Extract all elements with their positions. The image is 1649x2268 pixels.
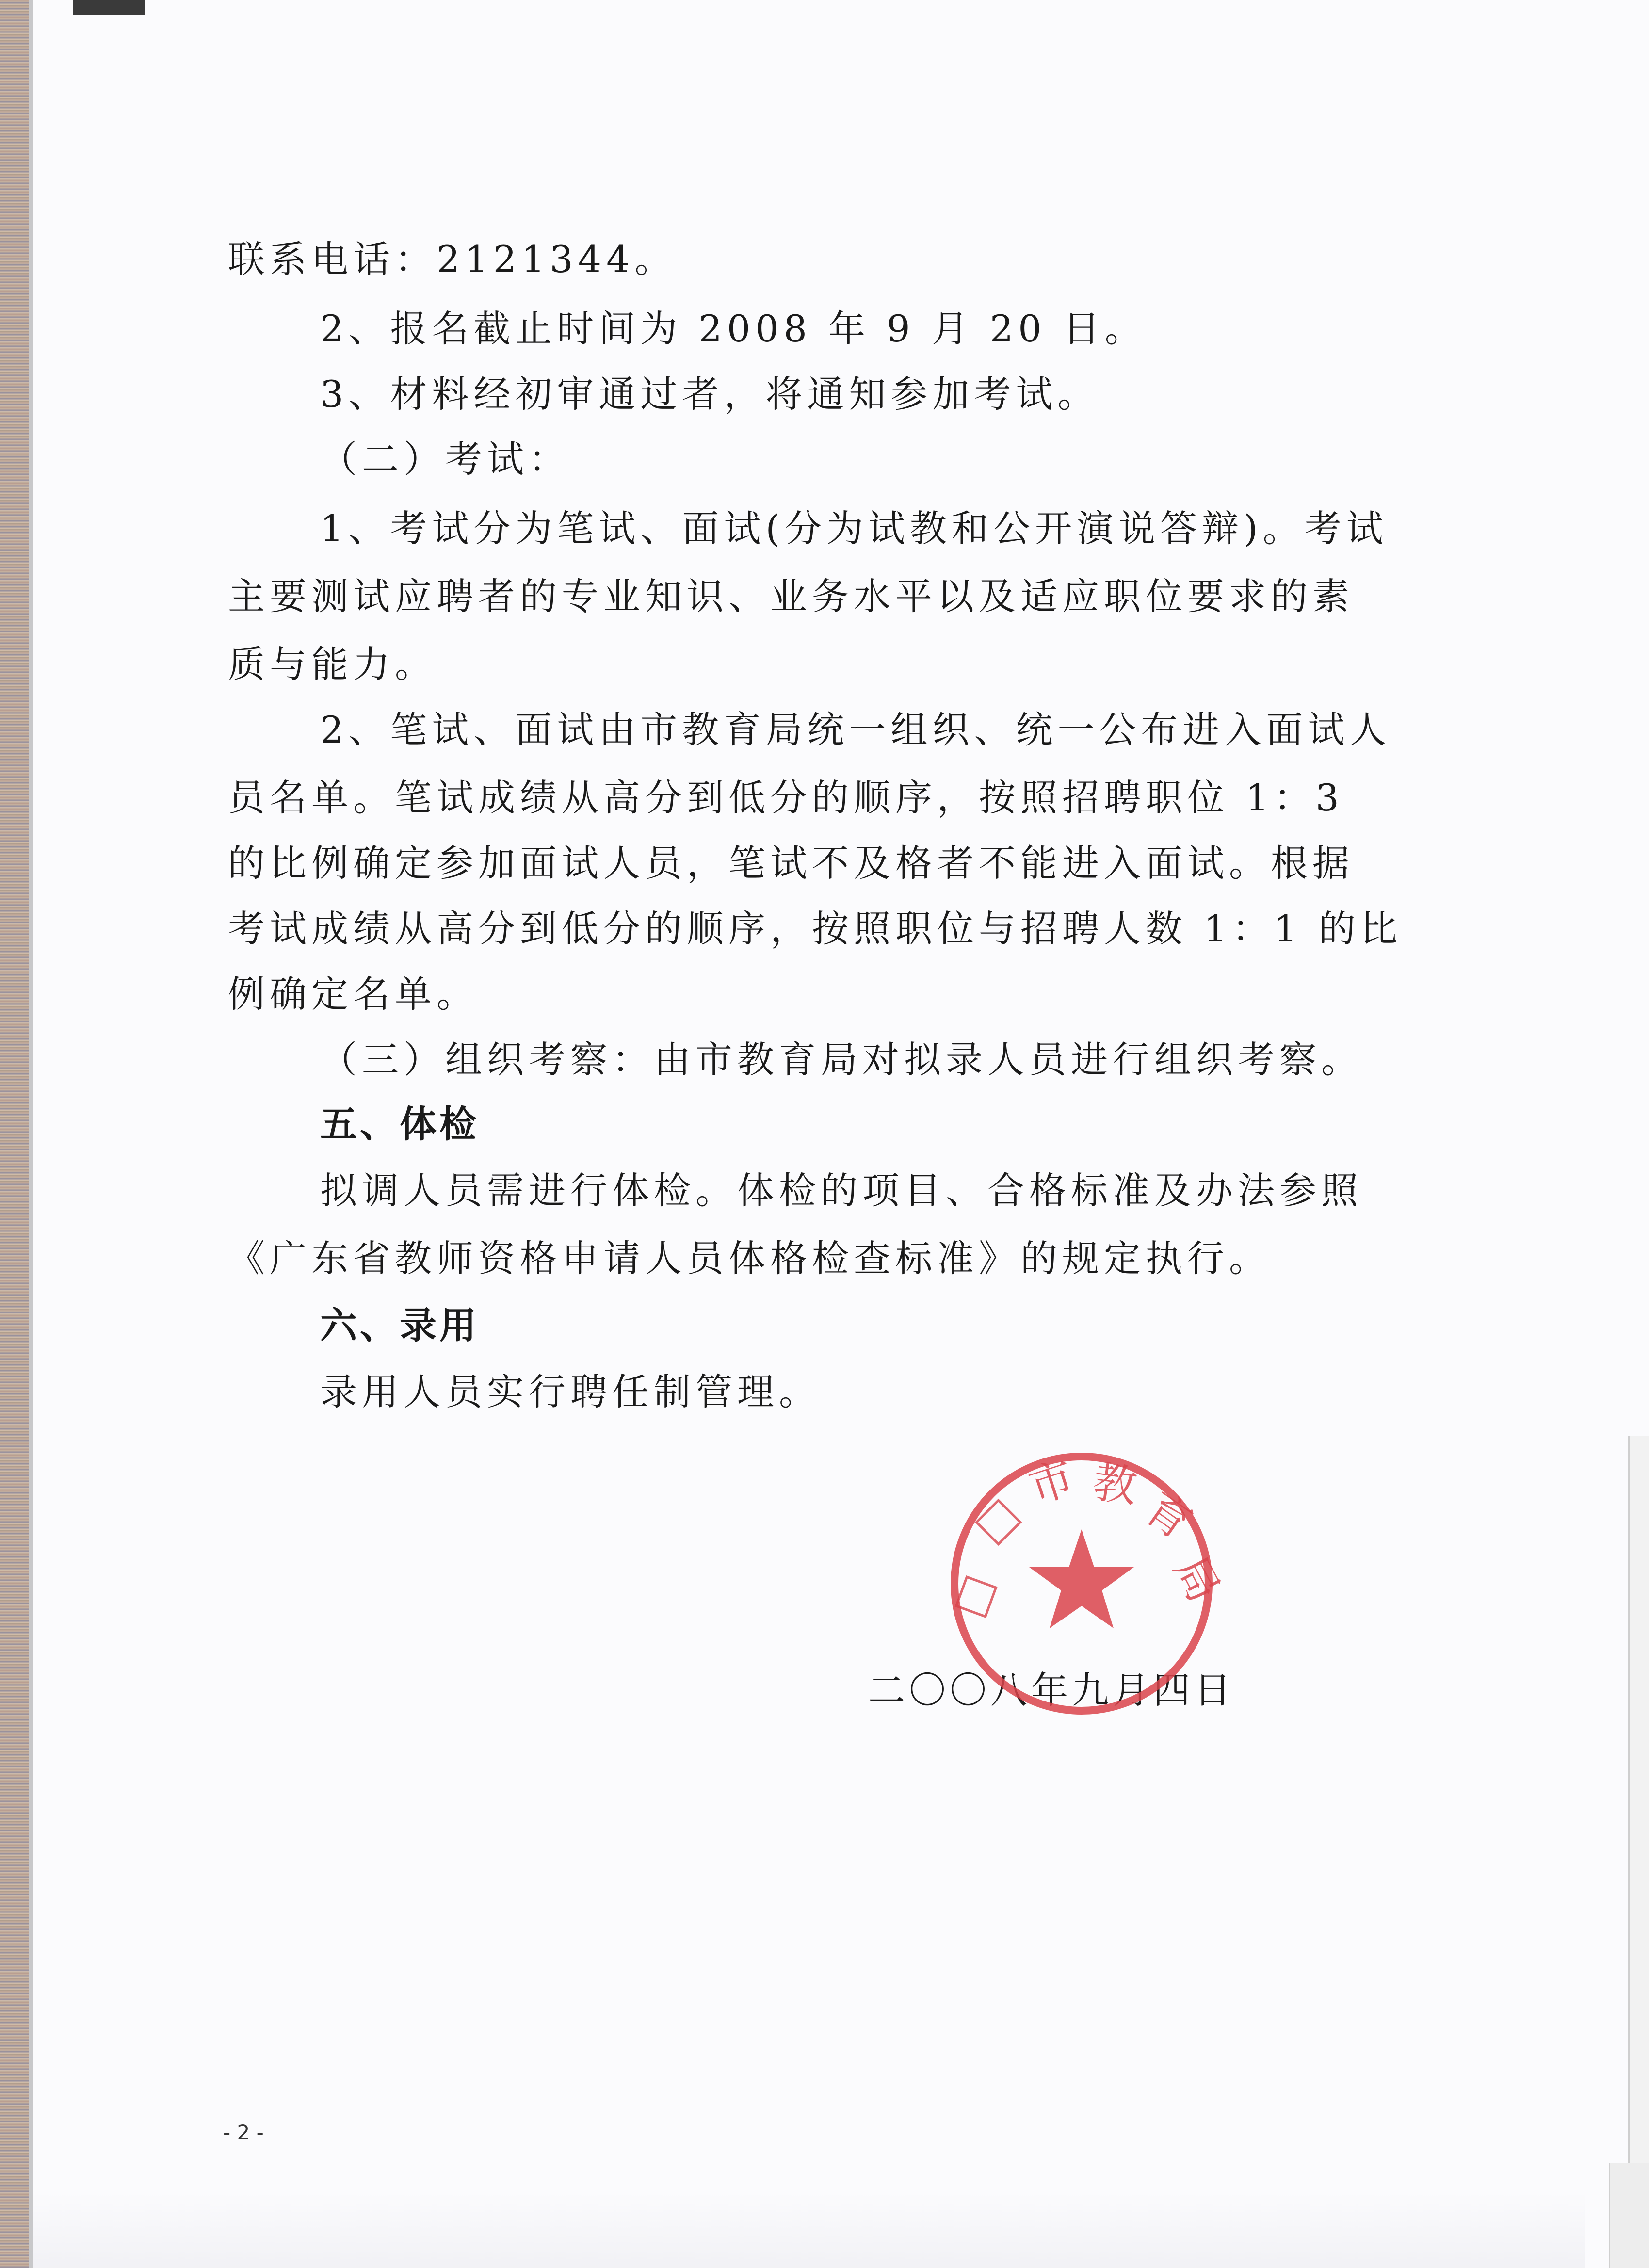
svg-text:□: □: [963, 1487, 1029, 1553]
section-inspection-line: （三）组织考察：由市教育局对拟录人员进行组织考察。: [320, 1038, 1363, 1081]
interview-paragraph-line-4: 考试成绩从高分到低分的顺序，按照职位与招聘人数 1：1 的比: [228, 907, 1403, 950]
scan-edge-shadow: [29, 0, 33, 2268]
registration-deadline-line: 2、报名截止时间为 2008 年 9 月 20 日。: [320, 307, 1147, 350]
svg-text:市: 市: [1023, 1452, 1081, 1514]
svg-text:□: □: [942, 1567, 1004, 1624]
section-six-heading: 六、录用: [320, 1304, 479, 1347]
interview-paragraph-line-2: 员名单。笔试成绩从高分到低分的顺序，按照招聘职位 1：3: [228, 776, 1344, 819]
section-five-heading: 五、体检: [320, 1102, 479, 1146]
page-number: - 2 -: [223, 2121, 264, 2144]
preliminary-review-line: 3、材料经初审通过者，将通知参加考试。: [320, 373, 1099, 416]
underlying-paper-edge: [1628, 1436, 1649, 2163]
svg-text:局: 局: [1164, 1548, 1230, 1610]
interview-paragraph-line-1: 2、笔试、面试由市教育局统一组织、统一公布进入面试人: [320, 708, 1391, 751]
scan-edge-artifact: [0, 0, 29, 2268]
underlying-paper-corner: [1609, 2163, 1649, 2268]
section-exam-heading: （二）考试：: [320, 437, 570, 481]
interview-paragraph-line-3: 的比例确定参加面试人员，笔试不及格者不能进入面试。根据: [228, 842, 1354, 885]
exam-paragraph-line-1: 1、考试分为笔试、面试(分为试教和公开演说答辩)。考试: [320, 507, 1388, 550]
svg-text:教: 教: [1089, 1456, 1140, 1513]
medical-paragraph-line-1: 拟调人员需进行体检。体检的项目、合格标准及办法参照: [320, 1169, 1363, 1212]
svg-text:育: 育: [1136, 1483, 1201, 1550]
contact-phone-line: 联系电话：2121344。: [228, 238, 677, 281]
medical-paragraph-line-2: 《广东省教师资格申请人员体格检查标准》的规定执行。: [228, 1237, 1271, 1280]
employment-line: 录用人员实行聘任制管理。: [320, 1370, 821, 1413]
exam-paragraph-line-2: 主要测试应聘者的专业知识、业务水平以及适应职位要求的素: [228, 575, 1354, 618]
issue-date: 二〇〇八年九月四日: [868, 1669, 1235, 1712]
interview-paragraph-line-5: 例确定名单。: [228, 972, 478, 1016]
exam-paragraph-line-3: 质与能力。: [228, 643, 436, 686]
official-seal-icon: [942, 1448, 1230, 1719]
scan-top-artifact: [73, 0, 146, 15]
scan-bottom-shadow: [33, 2192, 1585, 2268]
